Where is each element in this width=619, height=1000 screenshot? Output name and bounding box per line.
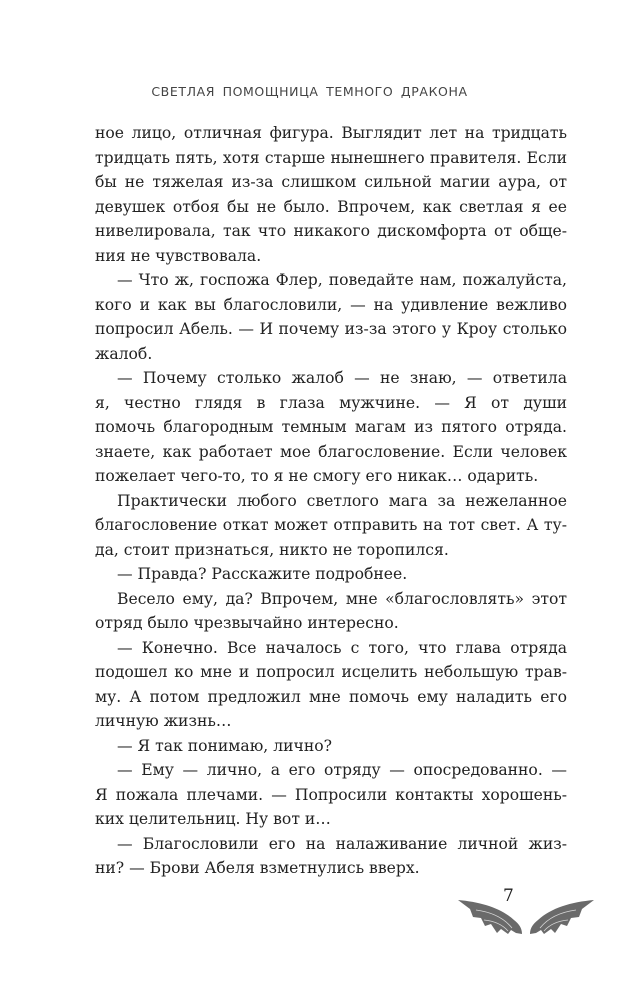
text-line: — Почему столько жалоб — не знаю, — ответила: [117, 369, 567, 387]
text-line: ния не чувствовала.: [95, 246, 262, 265]
text-line: Я пожала плечами. — Попросили контакты хорошень-: [95, 785, 567, 804]
text-line: кого и как вы благословили, — на удивление вежливо: [95, 295, 567, 314]
text-line: помочь благородным темным магам из пятого отряда.: [95, 418, 567, 436]
text-line: бы не тяжелая из-за слишком сильной магии аура, от: [95, 173, 567, 191]
text-line: ни? — Брови Абеля взметнулись вверх.: [95, 859, 420, 877]
text-line: отряд было чрезвычайно интересно.: [95, 614, 399, 632]
text-line: благословение откат может отправить на тот свет. А ту-: [95, 516, 567, 534]
page-number: 7: [503, 886, 514, 906]
text-line: — Ему — лично, а его отряду — опосредованно. —: [117, 761, 567, 779]
text-line: — Что ж, госпожа Флер, поведайте нам, пожалуйста,: [117, 271, 567, 289]
text-line: личную жизнь…: [95, 712, 232, 730]
text-line: пожелает чего-то, то я не смогу его никак… одарить.: [95, 467, 539, 485]
text-line: — Конечно. Все началось с того, что глава отряда: [117, 638, 567, 657]
text-line: — Я так понимаю, лично?: [117, 736, 332, 755]
bat-wings-icon: [456, 896, 596, 936]
text-line: да, стоит признаться, никто не торопился.: [95, 540, 449, 559]
text-line: я, честно глядя в глаза мужчине. — Я от души: [95, 393, 567, 412]
text-line: подошел ко мне и попросил исцелить небольшую трав-: [95, 663, 567, 681]
text-line: девушек отбоя бы не было. Впрочем, как светлая я ее: [95, 197, 567, 216]
text-line: му. А потом предложил мне помочь ему наладить его: [95, 687, 567, 706]
text-line: — Благословили его на налаживание личной жиз-: [117, 834, 567, 853]
text-line: Весело ему, да? Впрочем, мне «благословлять» этот: [117, 589, 567, 608]
text-line: нивелировала, так что никакого дискомфорта от обще-: [95, 222, 567, 240]
text-line: жалоб.: [95, 344, 153, 363]
text-line: Практически любого светлого мага за нежеланное: [117, 491, 567, 510]
text-line: — Правда? Расскажите подробнее.: [117, 565, 408, 583]
text-line: попросил Абель. — И почему из-за этого у Кроу столько: [95, 320, 567, 338]
text-line: знаете, как работает мое благословение. Если человек: [95, 442, 567, 461]
page-body-text: [95, 121, 567, 881]
text-line: тридцать пять, хотя старше нынешнего правителя. Если: [95, 148, 567, 167]
running-title: СВЕТЛАЯ ПОМОЩНИЦА ТЕМНОГО ДРАКОНА: [151, 84, 468, 99]
text-line: ное лицо, отличная фигура. Выглядит лет на тридцать: [95, 124, 567, 142]
text-line: ких целительниц. Ну вот и…: [95, 810, 331, 828]
